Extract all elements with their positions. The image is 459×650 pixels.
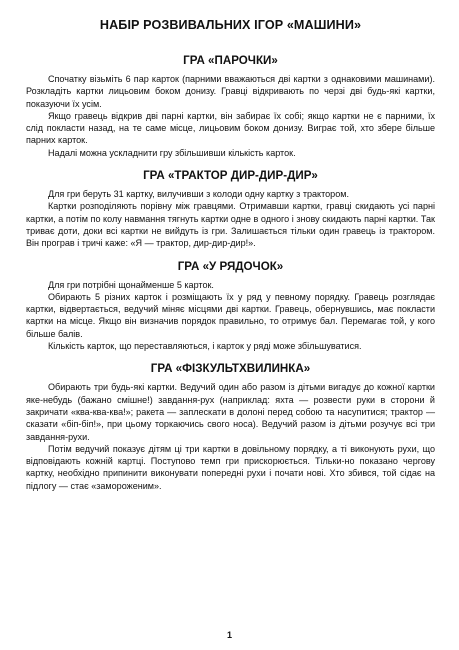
section-title: ГРА «ПАРОЧКИ» [183,54,278,67]
section-traktor [26,169,435,249]
section-parochky [26,54,435,159]
paragraph: Спочатку візьміть 6 пар карток (парними вважаються дві картки з однаковими машинами). Розкладіть картки лицьовим боком донизу. Гравці відкривають по черзі дві будь-які картки, показуючи їх усім. [26,74,435,109]
paragraph: Надалі можна ускладнити гру збільшивши кількість карток. [48,147,296,158]
paragraph: Потім ведучий показує дітям ці три картки в довільному порядку, а ті виконують рухи, що відповідають кожній картці. Поступово темп гри прискорюється. Тільки-но показано чергову картку, необхідно припинити виконувати попередні рухи і почати нові. Хто збився, той сідає на підлогу — стає «замороженим». [26,443,435,491]
section-title: ГРА «ТРАКТОР ДИР-ДИР-ДИР» [143,169,318,183]
section-fizkultkhvylynka [26,362,435,492]
paragraph: Кількість карток, що переставляються, і карток у ряді може збільшуватися. [48,341,362,352]
paragraph: Обирають 5 різних карток і розміщають їх у ряд у певному порядку. Гравець розглядає картки, відвертається, ведучий міняє місцями дві картки. Гравець, обернувшись, має покласти картки на місце. Якщо він визначив порядок правильно, то отримує бал. Перемагає той, у кого більше балів. [26,291,435,339]
page-number: 1 [226,630,232,640]
paragraph: Для гри потрібні щонайменше 5 карток. [48,279,214,290]
section-title: ГРА «У РЯДОЧОК» [177,259,284,273]
paragraph: Для гри беруть 31 картку, вилучивши з колоди одну картку з трактором. [48,189,349,200]
page-title: НАБІР РОЗВИВАЛЬНИХ ІГОР «МАШИНИ» [99,18,362,32]
section-u-riadochok [26,260,435,353]
paragraph: Картки розподіляють порівну між гравцями. Отримавши картки, гравці скидають усі парні картки, а потім по колу навмання тягнуть картки одне в одного і знову скидають парні картки. Так триває доти, доки всі картки не вийдуть із гри. Залишається тільки один гравець із трактором. Він програв і тричі каже: «Я — трактор, дир-дир-дир!». [26,201,435,249]
paragraph: Якщо гравець відкрив дві парні картки, він забирає їх собі; якщо картки не є парними, їх слід покласти назад, на те саме місце, лицьовим боком донизу. Виграє той, хто збере більше парних карток. [26,110,435,146]
section-title: ГРА «ФІЗКУЛЬТХВИЛИНКА» [150,362,311,376]
paragraph: Обирають три будь-які картки. Ведучий один або разом із дітьми вигадує до кожної картки яке-небудь (бажано смішне!) завдання-рух (наприклад: яхта — розвести руки в сторони й закричати «ква-ква-ква!»; ракета — заплескати в долоні перед собою та насупитися; трактор — сказати «біп-біп!», при цьому торкаючись свого носа). Ведучий разом із дітьми розучує всі три завдання-рухи. [26,382,435,442]
